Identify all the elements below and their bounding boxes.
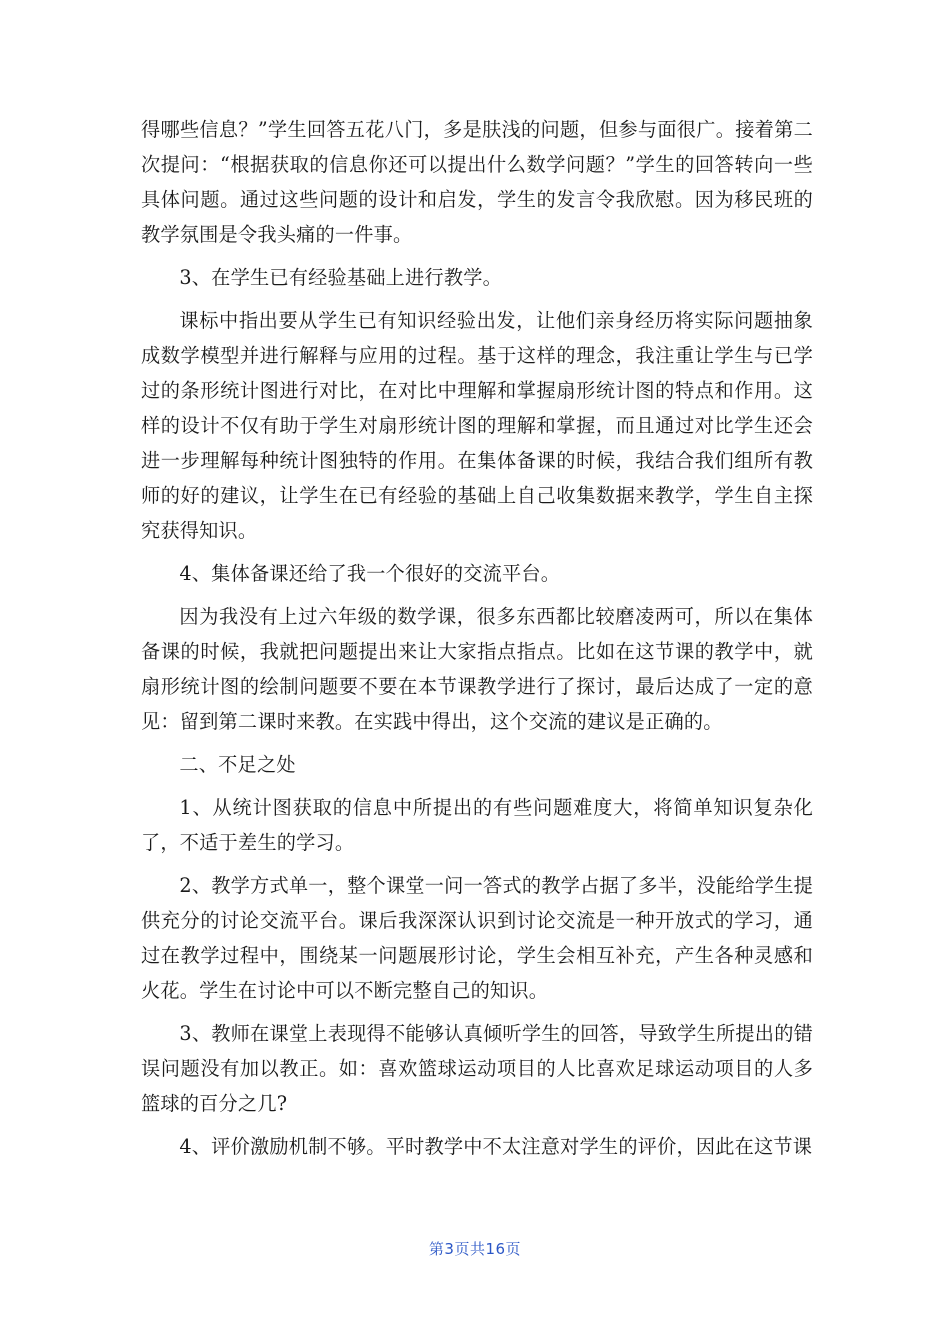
paragraph: 因为我没有上过六年级的数学课，很多东西都比较磨凌两可，所以在集体备课的时候，我就把问题提出来让大家指点指点。比如在这节课的教学中，就扇形统计图的绘制问题要不要在本节课教学进行了探讨，最后达成了一定的意见：留到第二课时来教。在实践中得出，这个交流的建议是正确的。 bbox=[141, 605, 813, 733]
paragraph: 1、从统计图获取的信息中所提出的有些问题难度大，将简单知识复杂化了，不适于差生的学习。 bbox=[141, 796, 813, 854]
paragraph: 4、评价激励机制不够。平时教学中不太注意对学生的评价，因此在这节课 bbox=[179, 1135, 813, 1158]
paragraph: 2、教学方式单一，整个课堂一问一答式的教学占据了多半，没能给学生提供充分的讨论交流平台。课后我深深认识到讨论交流是一种开放式的学习，通过在教学过程中，围绕某一问题展形讨论，学生会相互补充，产生各种灵感和火花。学生在讨论中可以不断完整自己的知识。 bbox=[141, 874, 813, 1002]
paragraph: 得哪些信息？”学生回答五花八门，多是肤浅的问题，但参与面很广。接着第二次提问：“根据获取的信息你还可以提出什么数学问题？”学生的回答转向一些具体问题。通过这些问题的设计和启发，学生的发言令我欣慰。因为移民班的教学氛围是令我头痛的一件事。 bbox=[141, 118, 813, 246]
paragraph: 课标中指出要从学生已有知识经验出发，让他们亲身经历将实际问题抽象成数学模型并进行解释与应用的过程。基于这样的理念，我注重让学生与已学过的条形统计图进行对比，在对比中理解和掌握扇形统计图的特点和作用。这样的设计不仅有助于学生对扇形统计图的理解和掌握，而且通过对比学生还会进一步理解每种统计图独特的作用。在集体备课的时候，我结合我们组所有教师的好的建议，让学生在已有经验的基础上自己收集数据来教学，学生自主探究获得知识。 bbox=[141, 309, 813, 542]
paragraph: 3、教师在课堂上表现得不能够认真倾听学生的回答，导致学生所提出的错误问题没有加以教正。如：喜欢篮球运动项目的人比喜欢足球运动项目的人多篮球的百分之几? bbox=[141, 1022, 813, 1115]
paragraph: 3、在学生已有经验基础上进行教学。 bbox=[179, 266, 502, 289]
document-body bbox=[141, 112, 813, 1172]
page-number-footer: 第3页共16页 bbox=[428, 1240, 522, 1258]
paragraph: 4、集体备课还给了我一个很好的交流平台。 bbox=[179, 562, 561, 585]
section-heading: 二、不足之处 bbox=[179, 753, 296, 776]
